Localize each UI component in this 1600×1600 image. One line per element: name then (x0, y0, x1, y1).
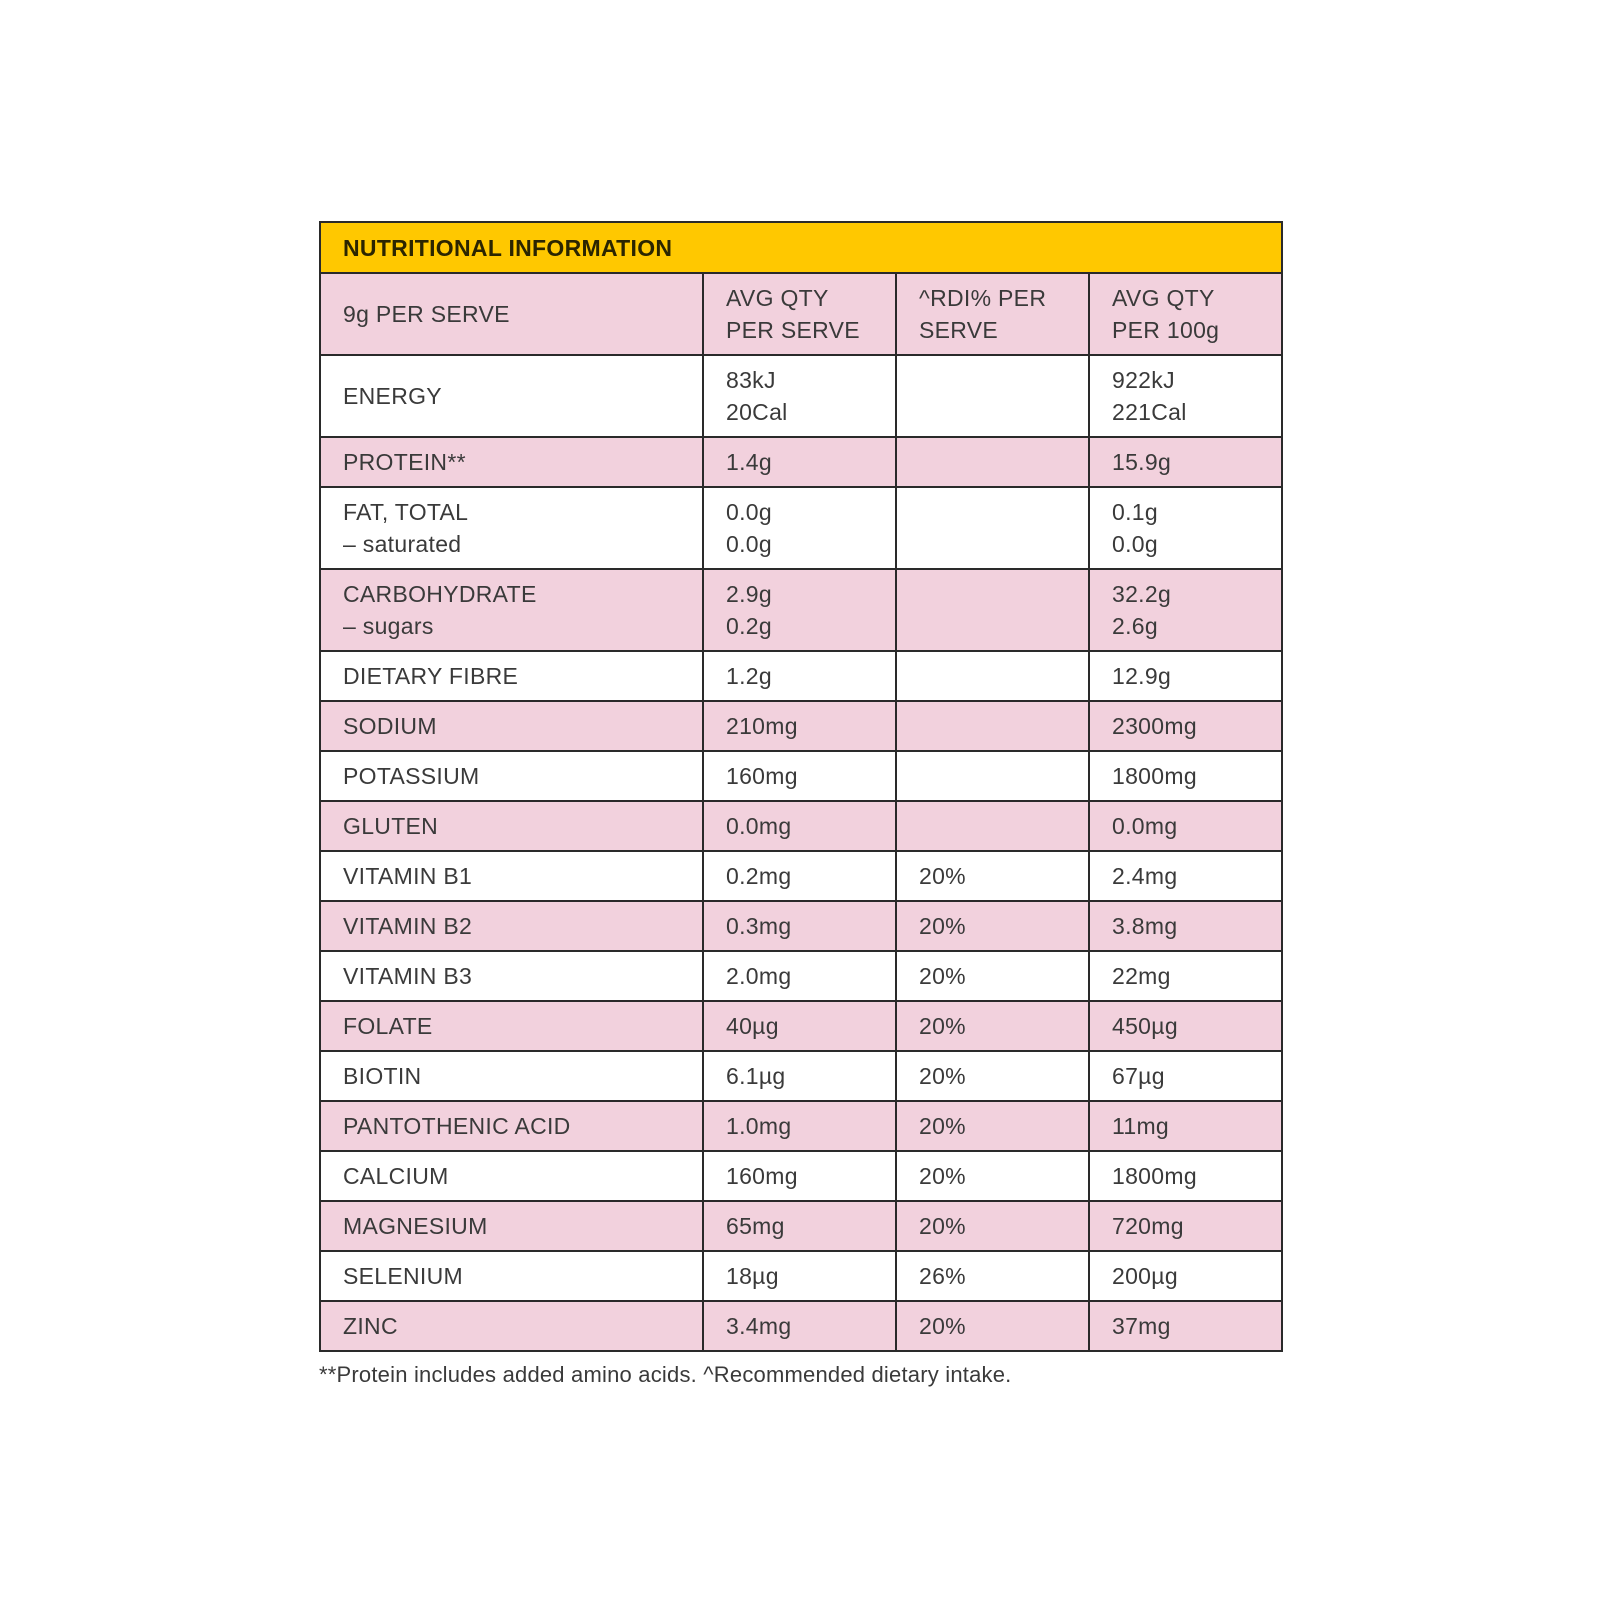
per-serve-cell-line: 1.0mg (726, 1113, 792, 1139)
per-100g-cell-line: 22mg (1112, 963, 1171, 989)
rdi-cell-line: 20% (919, 1113, 966, 1139)
rdi-cell (896, 701, 1089, 751)
per-100g-cell-line: 67µg (1112, 1063, 1165, 1089)
per-serve-cell (703, 355, 896, 437)
nutrient-cell-line: ZINC (343, 1313, 398, 1339)
per-serve-cell-line: 1.4g (726, 449, 772, 475)
per-100g-cell (1089, 569, 1282, 651)
nutrient-cell (320, 851, 703, 901)
per-100g-cell-line: 0.0mg (1112, 813, 1178, 839)
per-100g-cell (1089, 487, 1282, 569)
nutrient-cell (320, 1201, 703, 1251)
per-100g-cell-line: 720mg (1112, 1213, 1184, 1239)
nutrient-cell (320, 487, 703, 569)
per-serve-cell (703, 437, 896, 487)
rdi-cell (896, 1301, 1089, 1351)
per-serve-cell (703, 1251, 896, 1301)
nutrient-cell-line: – saturated (343, 531, 462, 557)
rdi-cell (896, 569, 1089, 651)
per-serve-cell (703, 751, 896, 801)
per-100g-cell (1089, 951, 1282, 1001)
per-100g-cell (1089, 1251, 1282, 1301)
nutrient-cell (320, 651, 703, 701)
per-100g-cell-line: 1800mg (1112, 1163, 1197, 1189)
rdi-cell (896, 1151, 1089, 1201)
per-100g-cell (1089, 1001, 1282, 1051)
table-row (320, 801, 1282, 851)
nutrient-cell (320, 437, 703, 487)
table-row (320, 1101, 1282, 1151)
per-100g-cell-line: 37mg (1112, 1313, 1171, 1339)
rdi-cell-line: 20% (919, 963, 966, 989)
rdi-cell-line: 20% (919, 1313, 966, 1339)
per-serve-cell (703, 1051, 896, 1101)
per-100g-cell-line: 0.0g (1112, 531, 1158, 557)
nutrient-cell (320, 701, 703, 751)
nutrient-cell (320, 355, 703, 437)
nutrient-cell-line: PROTEIN** (343, 449, 466, 475)
per-serve-cell-line: 0.2g (726, 613, 772, 639)
nutrient-cell-line: VITAMIN B2 (343, 913, 473, 939)
nutrition-panel (319, 221, 1281, 1388)
table-row (320, 701, 1282, 751)
rdi-cell (896, 851, 1089, 901)
per-serve-cell (703, 569, 896, 651)
table-row (320, 651, 1282, 701)
nutrient-cell-line: CARBOHYDRATE (343, 581, 537, 607)
per-serve-cell-line: 210mg (726, 713, 798, 739)
rdi-cell (896, 1051, 1089, 1101)
per-serve-cell (703, 951, 896, 1001)
nutrient-cell-line: VITAMIN B3 (343, 963, 473, 989)
rdi-cell-line: 20% (919, 913, 966, 939)
per-serve-cell-line: 2.9g (726, 581, 772, 607)
per-serve-cell-line: 40µg (726, 1013, 779, 1039)
nutrient-cell-line: VITAMIN B1 (343, 863, 473, 889)
per-100g-cell (1089, 355, 1282, 437)
table-row (320, 951, 1282, 1001)
per-100g-cell (1089, 901, 1282, 951)
per-100g-cell (1089, 437, 1282, 487)
table-row (320, 1051, 1282, 1101)
rdi-cell (896, 1251, 1089, 1301)
nutrient-cell-line: BIOTIN (343, 1063, 422, 1089)
nutrient-cell-line: CALCIUM (343, 1163, 449, 1189)
per-100g-cell (1089, 751, 1282, 801)
per-100g-cell (1089, 801, 1282, 851)
per-serve-cell-line: 6.1µg (726, 1063, 786, 1089)
per-100g-cell-line: 12.9g (1112, 663, 1172, 689)
header-serving-size: 9g PER SERVE (320, 273, 703, 355)
per-serve-cell-line: 83kJ (726, 367, 776, 393)
table-row (320, 1301, 1282, 1351)
footnote: **Protein includes added amino acids. ^Recommended dietary intake. (319, 1362, 1012, 1387)
per-serve-cell (703, 651, 896, 701)
nutrient-cell (320, 751, 703, 801)
nutrient-cell-line: – sugars (343, 613, 434, 639)
rdi-cell (896, 487, 1089, 569)
rdi-cell (896, 1101, 1089, 1151)
per-100g-cell-line: 200µg (1112, 1263, 1178, 1289)
per-serve-cell (703, 901, 896, 951)
per-100g-cell-line: 3.8mg (1112, 913, 1178, 939)
per-100g-cell-line: 0.1g (1112, 499, 1158, 525)
per-serve-cell-line: 18µg (726, 1263, 779, 1289)
header-avg-qty-per-serve: AVG QTY PER SERVE (703, 273, 896, 355)
per-100g-cell-line: 2.6g (1112, 613, 1158, 639)
table-row (320, 1001, 1282, 1051)
nutrient-cell (320, 1101, 703, 1151)
per-serve-cell-line: 0.2mg (726, 863, 792, 889)
nutrient-cell-line: FAT, TOTAL (343, 499, 469, 525)
rdi-cell (896, 1201, 1089, 1251)
per-serve-cell-line: 0.0mg (726, 813, 792, 839)
nutrient-cell-line: SELENIUM (343, 1263, 463, 1289)
table-title-row (320, 222, 1282, 273)
per-serve-cell (703, 1201, 896, 1251)
per-100g-cell-line: 221Cal (1112, 399, 1187, 425)
table-header-row (320, 273, 1282, 355)
per-100g-cell (1089, 651, 1282, 701)
per-100g-cell-line: 450µg (1112, 1013, 1178, 1039)
per-serve-cell-line: 0.3mg (726, 913, 792, 939)
nutrient-cell-line: POTASSIUM (343, 763, 480, 789)
nutrient-cell (320, 1301, 703, 1351)
table-row (320, 487, 1282, 569)
per-serve-cell-line: 20Cal (726, 399, 788, 425)
rdi-cell (896, 801, 1089, 851)
table-row (320, 1201, 1282, 1251)
table-row (320, 751, 1282, 801)
per-serve-cell-line: 1.2g (726, 663, 772, 689)
per-serve-cell-line: 160mg (726, 763, 798, 789)
nutrient-cell (320, 801, 703, 851)
per-100g-cell (1089, 1101, 1282, 1151)
rdi-cell (896, 1001, 1089, 1051)
rdi-cell-line: 20% (919, 1213, 966, 1239)
header-avg-qty-per-100g: AVG QTY PER 100g (1089, 273, 1282, 355)
per-100g-cell (1089, 1151, 1282, 1201)
table-row (320, 437, 1282, 487)
nutrient-cell (320, 1001, 703, 1051)
nutrition-table (319, 221, 1283, 1352)
nutrient-cell-line: SODIUM (343, 713, 437, 739)
per-100g-cell-line: 32.2g (1112, 581, 1172, 607)
per-100g-cell (1089, 851, 1282, 901)
rdi-cell (896, 901, 1089, 951)
per-100g-cell-line: 11mg (1112, 1113, 1170, 1139)
rdi-cell-line: 26% (919, 1263, 966, 1289)
nutrient-cell-line: ENERGY (343, 383, 442, 409)
table-row (320, 901, 1282, 951)
per-serve-cell-line: 2.0mg (726, 963, 792, 989)
per-serve-cell (703, 1101, 896, 1151)
per-100g-cell (1089, 701, 1282, 751)
rdi-cell (896, 437, 1089, 487)
rdi-cell (896, 651, 1089, 701)
nutrient-cell (320, 1051, 703, 1101)
per-serve-cell-line: 3.4mg (726, 1313, 792, 1339)
per-100g-cell-line: 2.4mg (1112, 863, 1178, 889)
per-serve-cell (703, 801, 896, 851)
table-row (320, 569, 1282, 651)
rdi-cell-line: 20% (919, 863, 966, 889)
per-serve-cell (703, 851, 896, 901)
per-serve-cell-line: 65mg (726, 1213, 785, 1239)
table-row (320, 1251, 1282, 1301)
nutrient-cell-line: DIETARY FIBRE (343, 663, 519, 689)
per-100g-cell-line: 922kJ (1112, 367, 1175, 393)
table-row (320, 1151, 1282, 1201)
nutrient-cell (320, 901, 703, 951)
rdi-cell-line: 20% (919, 1063, 966, 1089)
per-serve-cell (703, 1001, 896, 1051)
rdi-cell (896, 355, 1089, 437)
per-serve-cell (703, 701, 896, 751)
per-100g-cell (1089, 1051, 1282, 1101)
per-serve-cell-line: 0.0g (726, 531, 772, 557)
per-100g-cell-line: 2300mg (1112, 713, 1197, 739)
per-serve-cell (703, 1151, 896, 1201)
per-serve-cell-line: 160mg (726, 1163, 798, 1189)
per-100g-cell-line: 15.9g (1112, 449, 1172, 475)
per-serve-cell-line: 0.0g (726, 499, 772, 525)
table-row (320, 355, 1282, 437)
nutrient-cell (320, 569, 703, 651)
per-100g-cell-line: 1800mg (1112, 763, 1197, 789)
per-100g-cell (1089, 1301, 1282, 1351)
table-row (320, 851, 1282, 901)
nutrient-cell (320, 951, 703, 1001)
header-rdi-per-serve: ^RDI% PER SERVE (896, 273, 1089, 355)
nutrient-cell-line: FOLATE (343, 1013, 433, 1039)
nutrient-cell (320, 1151, 703, 1201)
nutrient-cell (320, 1251, 703, 1301)
rdi-cell-line: 20% (919, 1013, 966, 1039)
rdi-cell-line: 20% (919, 1163, 966, 1189)
table-title: NUTRITIONAL INFORMATION (320, 222, 1282, 273)
per-100g-cell (1089, 1201, 1282, 1251)
nutrient-cell-line: MAGNESIUM (343, 1213, 488, 1239)
per-serve-cell (703, 1301, 896, 1351)
rdi-cell (896, 951, 1089, 1001)
rdi-cell (896, 751, 1089, 801)
nutrient-cell-line: GLUTEN (343, 813, 439, 839)
per-serve-cell (703, 487, 896, 569)
nutrient-cell-line: PANTOTHENIC ACID (343, 1113, 571, 1139)
